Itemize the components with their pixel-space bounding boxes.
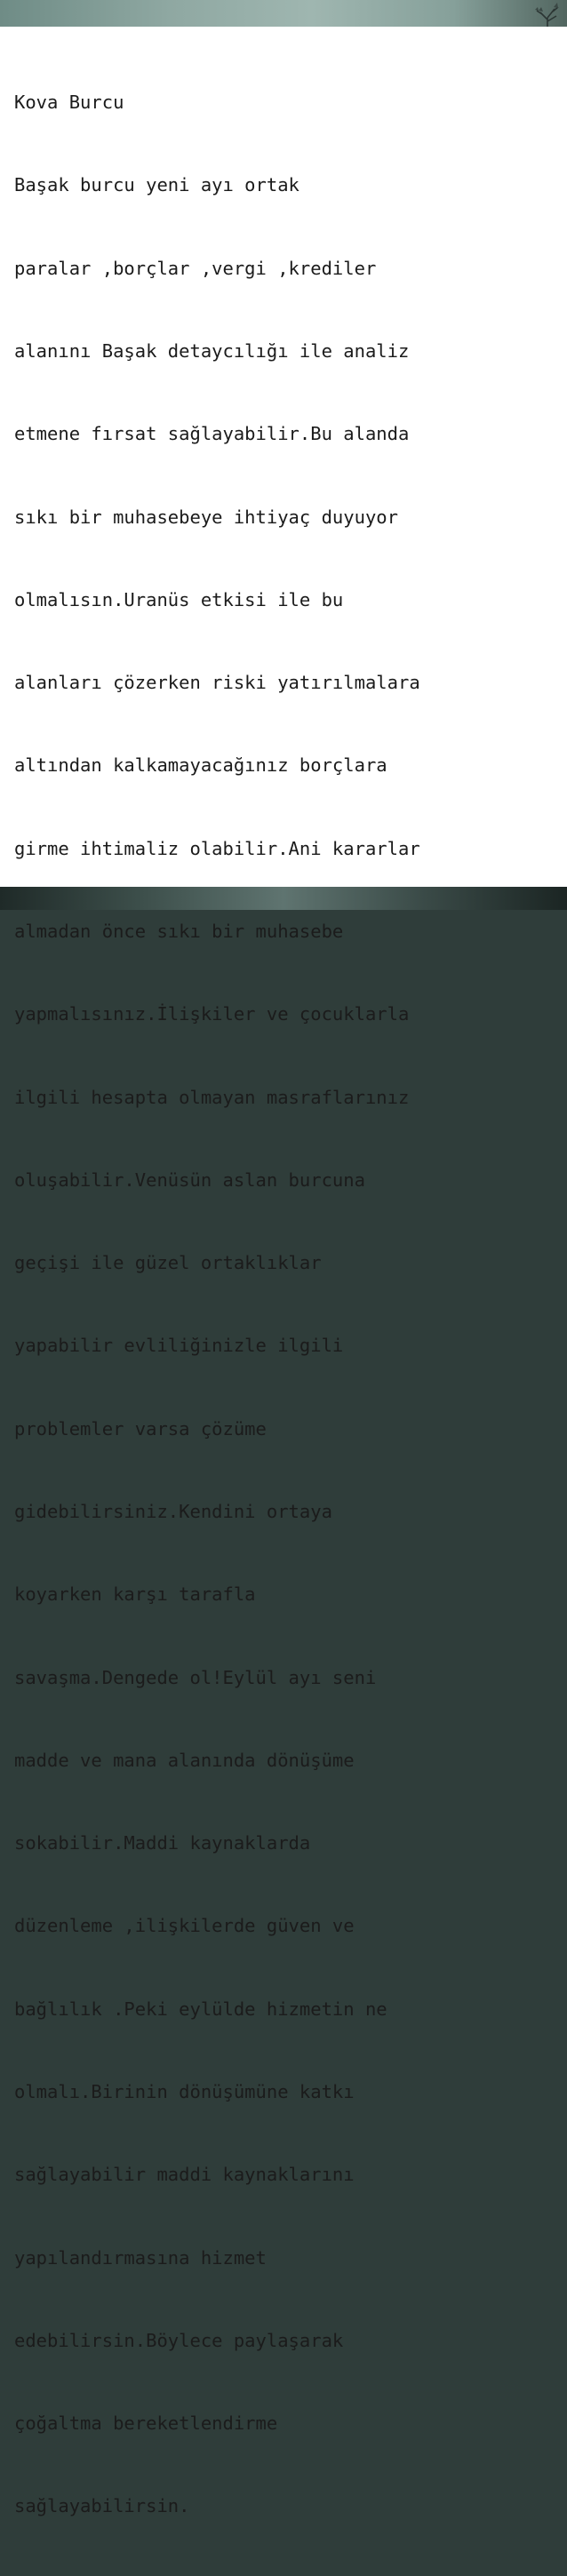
note-line: yapılandırmasına hizmet — [14, 2246, 267, 2269]
note-line: düzenleme ,ilişkilerde güven ve — [14, 1915, 355, 1937]
note-line: bağlılık .Peki eylülde hizmetin ne — [14, 1998, 387, 2020]
note-line: problemler varsa çözüme — [14, 1417, 267, 1440]
note-line: sağlayabilir maddi kaynaklarını — [14, 2164, 355, 2186]
note-line: yapmalısınız.İlişkiler ve çocuklarla — [14, 1003, 410, 1025]
note-line: edebilirsin.Böylece paylaşarak — [14, 2329, 344, 2351]
note-line: sokabilir.Maddi kaynaklarda — [14, 1832, 311, 1854]
note-line: oluşabilir.Venüsün aslan burcuna — [14, 1168, 365, 1191]
note-line: ilgili hesapta olmayan masraflarınız — [14, 1086, 410, 1108]
note-line: savaşma.Dengede ol!Eylül ayı seni — [14, 1666, 377, 1688]
note-line: olmalısın.Uranüs etkisi ile bu — [14, 588, 344, 610]
note-line: madde ve mana alanında dönüşüme — [14, 1749, 355, 1771]
note-line: gidebilirsiniz.Kendini ortaya — [14, 1500, 332, 1522]
note-line: sağlayabilirsin. — [14, 2495, 190, 2517]
note-title: Kova Burcu — [14, 92, 124, 114]
note-line: koyarken karşı tarafla — [14, 1583, 256, 1606]
note-line: altından kalkamayacağınız borçlara — [14, 754, 387, 777]
note-line: alanını Başak detaycılığı ile analiz — [14, 340, 410, 363]
note-line: olmalı.Birinin dönüşümüne katkı — [14, 2080, 355, 2102]
note-line: paralar ,borçlar ,vergi ,krediler — [14, 257, 377, 279]
background-photo-bottom — [0, 887, 567, 910]
note-line: girme ihtimaliz olabilir.Ani kararlar — [14, 837, 420, 859]
note-line: alanları çözerken riski yatırılmalara — [14, 672, 420, 694]
note-line: Başak burcu yeni ayı ortak — [14, 174, 299, 196]
note-line: almadan önce sıkı bir muhasebe — [14, 921, 344, 942]
note-line: etmene fırsat sağlayabilir.Bu alanda — [14, 423, 410, 445]
note-line: çoğaltma bereketlendirme — [14, 2413, 278, 2435]
note-text — [14, 34, 558, 2576]
note-line: geçişi ile güzel ortaklıklar — [14, 1252, 322, 1274]
note-line: sıkı bir muhasebeye ihtiyaç duyuyor — [14, 506, 398, 528]
tree-silhouette-icon — [530, 0, 560, 27]
note-line: yapabilir evliliğinizle ilgili — [14, 1335, 344, 1357]
note-card — [0, 27, 567, 2517]
